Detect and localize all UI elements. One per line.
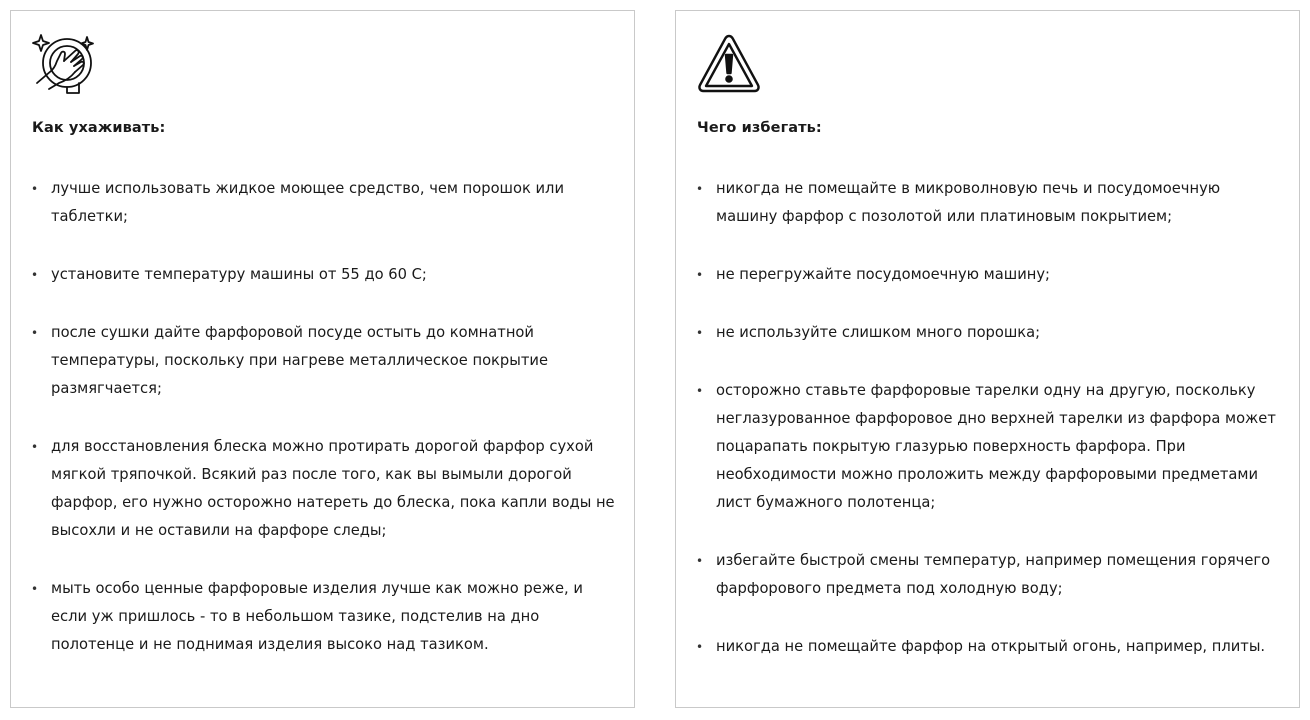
list-item: • не перегружайте посудомоечную машину; <box>696 261 1276 289</box>
list-item: • мыть особо ценные фарфоровые изделия лучше как можно реже, и если уж пришлось - то в небольшом тазике, подстелив на дно полотенце и не поднимая изделия высоко над тазиком. <box>31 575 621 659</box>
list-item: • никогда не помещайте в микроволновую печь и посудомоечную машину фарфор с позолотой или платиновым покрытием; <box>696 175 1276 231</box>
warning-triangle-icon <box>696 31 762 97</box>
avoid-title: Чего избегать: <box>697 120 822 136</box>
list-item: • для восстановления блеска можно протирать дорогой фарфор сухой мягкой тряпочкой. Всякий раз после того, как вы вымыли дорогой фарфор, его нужно осторожно натереть до блеска, пока капли воды не высохли и не оставили на фарфоре следы; <box>31 433 621 545</box>
list-item: • никогда не помещайте фарфор на открытый огонь, например, плиты. <box>696 633 1276 661</box>
care-list <box>31 175 621 689</box>
avoid-card <box>675 10 1300 708</box>
list-item: • после сушки дайте фарфоровой посуде остыть до комнатной температуры, поскольку при нагреве металлическое покрытие размягчается; <box>31 319 621 403</box>
list-item: • установите температуру машины от 55 до 60 С; <box>31 261 621 289</box>
care-card <box>10 10 635 708</box>
hand-wiping-plate-icon <box>31 31 97 97</box>
avoid-list <box>696 175 1276 691</box>
list-item: • не используйте слишком много порошка; <box>696 319 1276 347</box>
list-item: • осторожно ставьте фарфоровые тарелки одну на другую, поскольку неглазурованное фарфоровое дно верхней тарелки из фарфора может поцарапать покрытую глазурью поверхность фарфора. При необходимости можно проложить между фарфоровыми предметами лист бумажного полотенца; <box>696 377 1276 517</box>
list-item: • лучше использовать жидкое моющее средство, чем порошок или таблетки; <box>31 175 621 231</box>
care-title: Как ухаживать: <box>32 120 166 136</box>
list-item: • избегайте быстрой смены температур, например помещения горячего фарфорового предмета под холодную воду; <box>696 547 1276 603</box>
